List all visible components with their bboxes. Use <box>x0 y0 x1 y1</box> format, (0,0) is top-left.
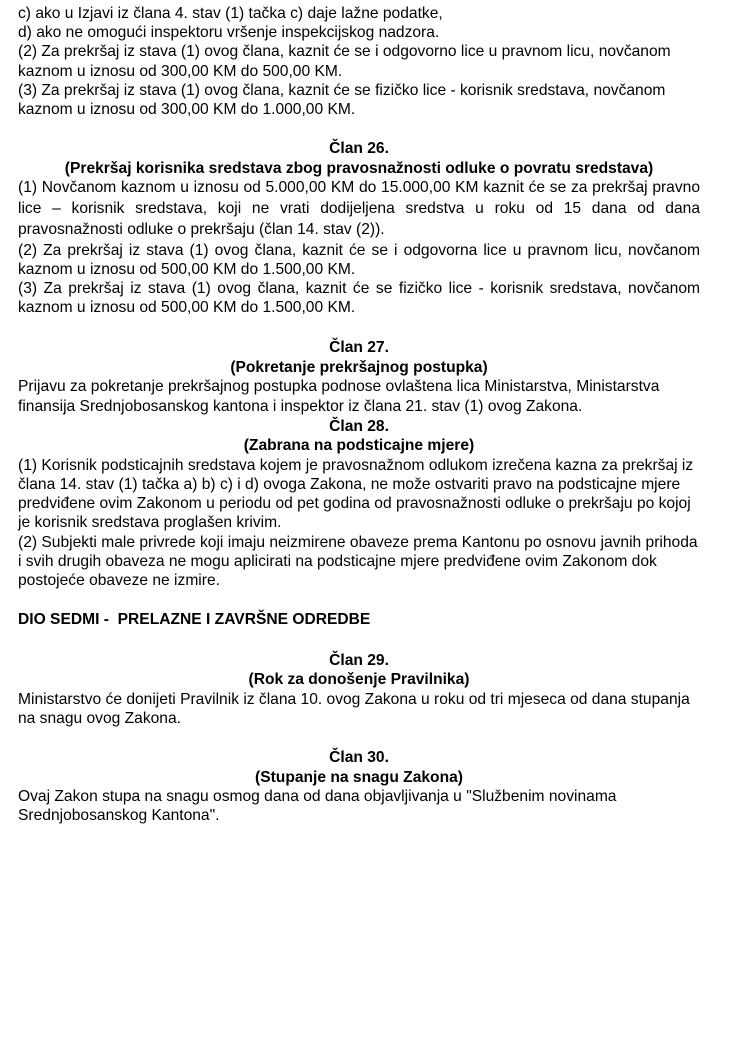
article-subtitle: (Prekršaj korisnika sredstava zbog pravosnažnosti odluke o povratu sredstava) <box>64 159 654 177</box>
article-30 <box>18 748 700 825</box>
article-title: Član 29. <box>329 651 389 669</box>
article-subtitle: (Stupanje na snagu Zakona) <box>255 768 463 786</box>
section-heading: DIO SEDMI - PRELAZNE I ZAVRŠNE ODREDBE <box>18 611 371 629</box>
document-page <box>18 4 700 826</box>
paragraph: (3) Za prekršaj iz stava (1) ovog člana, kaznit će se fizičko lice - korisnik sredstava, novčanom kaznom u iznosu od 300,00 KM do 1.000,00 KM. <box>18 81 666 119</box>
paragraph: (2) Za prekršaj iz stava (1) ovog člana, kaznit će se i odgovorno lice u pravnom licu, novčanom kaznom u iznosu od 300,00 KM do 500,00 KM. <box>18 43 671 80</box>
previous-article-tail <box>18 4 700 119</box>
paragraph: (1) Korisnik podsticajnih sredstava kojem je pravosnažnom odlukom izrečena kazna za prekršaj iz člana 14. stav (1) tačka a) b) c) i d) ovoga Zakona, ne može ostvariti pravo na podsticajne mjere predviđene ovim Zakonom u periodu od pet godina od pravosnažnosti odluke o prekršaju po kojoj je korisnik sredstava proglašen krivim. <box>18 456 694 532</box>
paragraph: (2) Subjekti male privrede koji imaju neizmirene obaveze prema Kantonu po osnovu javnih prihoda i svih drugih obaveza ne mogu aplicirati na podsticajne mjere predviđene ovim Zakonom dok postojeće obaveze ne izmire. <box>18 533 698 590</box>
paragraph: c) ako u Izjavi iz člana 4. stav (1) tačka c) daje lažne podatke, <box>18 5 443 22</box>
paragraph: Prijavu za pokretanje prekršajnog postupka podnose ovlaštena lica Ministarstva, Ministarstva finansija Srednjobosanskog kantona i inspektor iz člana 21. stav (1) ovog Zakona. <box>18 378 660 415</box>
article-title: Član 28. <box>329 417 389 435</box>
article-title: Član 26. <box>329 140 389 158</box>
paragraph: (1) Novčanom kaznom u iznosu od 5.000,00 KM do 15.000,00 KM kaznit će se za prekršaj pravno lice – korisnik sredstava, koji ne vrati dodijeljena sredstva u roku od 15 dana od dana pravosnažnosti odluke o prekršaju (član 14. stav (2)). <box>18 179 700 238</box>
paragraph: (3) Za prekršaj iz stava (1) ovog člana, kaznit će se fizičko lice - korisnik sredstava, novčanom kaznom u iznosu od 500,00 KM do 1.500,00 KM. <box>18 280 700 317</box>
article-title: Član 30. <box>329 749 389 767</box>
article-28 <box>18 417 700 590</box>
article-26 <box>18 139 700 317</box>
paragraph: Ovaj Zakon stupa na snagu osmog dana od dana objavljivanja u "Službenim novinama Srednjobosanskog Kantona". <box>18 788 617 825</box>
paragraph: d) ako ne omogući inspektoru vršenje inspekcijskog nadzora. <box>18 24 440 42</box>
paragraph: Ministarstvo će donijeti Pravilnik iz člana 10. ovog Zakona u roku od tri mjeseca od dana stupanja na snagu ovog Zakona. <box>18 690 690 727</box>
article-subtitle: (Rok za donošenje Pravilnika) <box>248 671 470 689</box>
article-subtitle: (Zabrana na podsticajne mjere) <box>243 437 475 455</box>
article-subtitle: (Pokretanje prekršajnog postupka) <box>230 358 488 376</box>
article-title: Član 27. <box>329 339 389 357</box>
article-27 <box>18 338 700 415</box>
article-29 <box>18 651 700 728</box>
paragraph: (2) Za prekršaj iz stava (1) ovog člana, kaznit će se i odgovorna lice u pravnom licu, novčanom kaznom u iznosu od 500,00 KM do 1.500,00 KM. <box>18 241 700 278</box>
